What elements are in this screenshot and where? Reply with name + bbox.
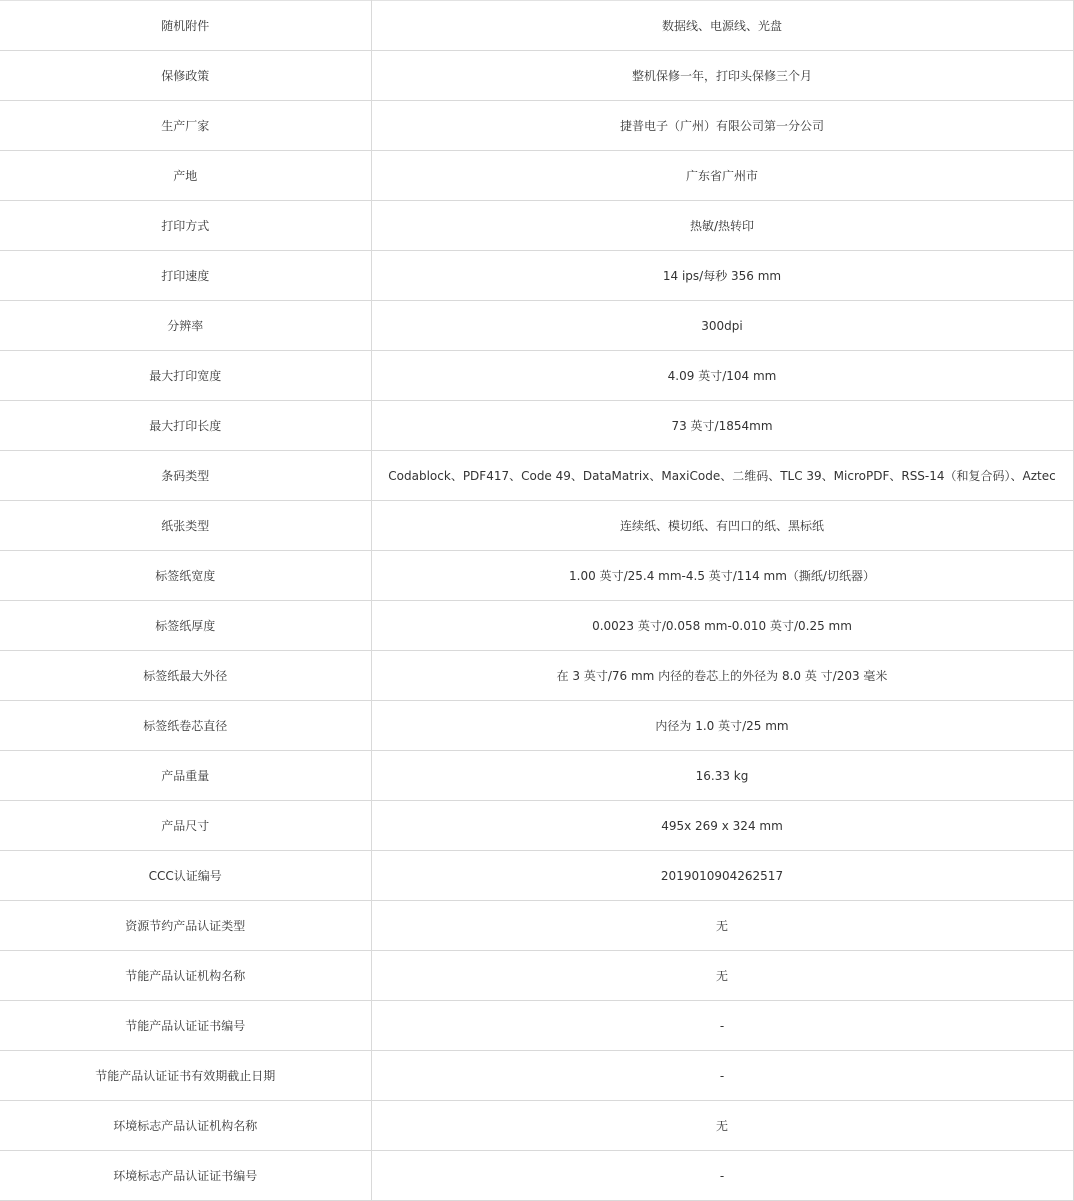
spec-value: 无 [371,951,1073,1001]
spec-label: 打印方式 [0,201,371,251]
table-row [0,1051,1073,1101]
spec-value: 0.0023 英寸/0.058 mm-0.010 英寸/0.25 mm [371,601,1073,651]
table-row [0,901,1073,951]
spec-value: 4.09 英寸/104 mm [371,351,1073,401]
table-row [0,1101,1073,1151]
table-row [0,601,1073,651]
spec-label: 分辨率 [0,301,371,351]
table-row [0,1001,1073,1051]
spec-value: - [371,1051,1073,1101]
spec-label: 产地 [0,151,371,201]
spec-label: 节能产品认证证书编号 [0,1001,371,1051]
spec-label: 条码类型 [0,451,371,501]
spec-value: 数据线、电源线、光盘 [371,1,1073,51]
spec-label: 最大打印长度 [0,401,371,451]
spec-table-body [0,1,1073,1201]
spec-label: 生产厂家 [0,101,371,151]
table-row [0,851,1073,901]
table-row [0,101,1073,151]
table-row [0,1151,1073,1201]
table-row [0,451,1073,501]
spec-label: 随机附件 [0,1,371,51]
spec-value: 2019010904262517 [371,851,1073,901]
table-row [0,651,1073,701]
spec-label: 标签纸厚度 [0,601,371,651]
spec-value: 16.33 kg [371,751,1073,801]
table-row [0,151,1073,201]
spec-value: 广东省广州市 [371,151,1073,201]
spec-label: 标签纸最大外径 [0,651,371,701]
spec-value: 整机保修一年，打印头保修三个月 [371,51,1073,101]
table-row [0,301,1073,351]
table-row [0,51,1073,101]
spec-value: 1.00 英寸/25.4 mm-4.5 英寸/114 mm（撕纸/切纸器） [371,551,1073,601]
spec-value: 无 [371,901,1073,951]
spec-label: 节能产品认证机构名称 [0,951,371,1001]
spec-value: 14 ips/每秒 356 mm [371,251,1073,301]
spec-label: 环境标志产品认证证书编号 [0,1151,371,1201]
spec-label: 产品尺寸 [0,801,371,851]
spec-label: 节能产品认证证书有效期截止日期 [0,1051,371,1101]
spec-label: 资源节约产品认证类型 [0,901,371,951]
spec-value: Codablock、PDF417、Code 49、DataMatrix、MaxiCode、二维码、TLC 39、MicroPDF、RSS-14（和复合码）、Aztec [371,451,1073,501]
spec-label: 保修政策 [0,51,371,101]
spec-value: 495x 269 x 324 mm [371,801,1073,851]
spec-label: 标签纸宽度 [0,551,371,601]
table-row [0,201,1073,251]
spec-value: 热敏/热转印 [371,201,1073,251]
spec-value: 无 [371,1101,1073,1151]
spec-label: 产品重量 [0,751,371,801]
spec-label: 纸张类型 [0,501,371,551]
spec-value: 内径为 1.0 英寸/25 mm [371,701,1073,751]
table-row [0,1,1073,51]
table-row [0,701,1073,751]
spec-value: 73 英寸/1854mm [371,401,1073,451]
spec-value: 300dpi [371,301,1073,351]
spec-value: - [371,1001,1073,1051]
spec-label: 环境标志产品认证机构名称 [0,1101,371,1151]
table-row [0,951,1073,1001]
table-row [0,751,1073,801]
spec-value: 捷普电子（广州）有限公司第一分公司 [371,101,1073,151]
spec-value: 在 3 英寸/76 mm 内径的卷芯上的外径为 8.0 英 寸/203 毫米 [371,651,1073,701]
spec-value: - [371,1151,1073,1201]
table-row [0,801,1073,851]
table-row [0,501,1073,551]
spec-label: 标签纸卷芯直径 [0,701,371,751]
spec-label: CCC认证编号 [0,851,371,901]
spec-label: 最大打印宽度 [0,351,371,401]
table-row [0,251,1073,301]
table-row [0,401,1073,451]
spec-label: 打印速度 [0,251,371,301]
spec-value: 连续纸、模切纸、有凹口的纸、黑标纸 [371,501,1073,551]
table-row [0,351,1073,401]
table-row [0,551,1073,601]
